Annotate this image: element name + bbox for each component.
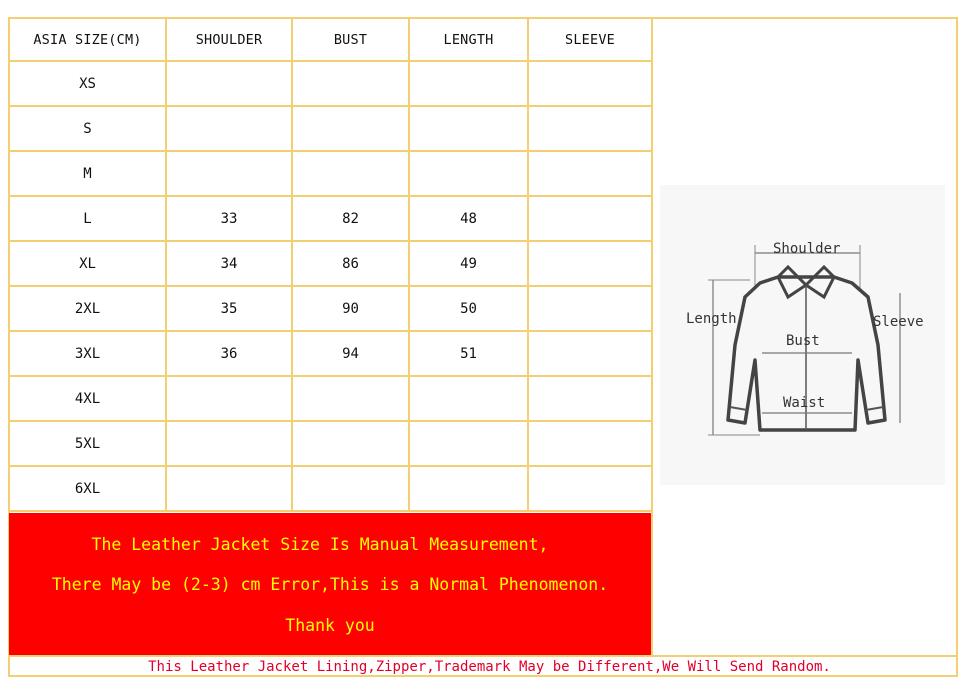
cell-length	[409, 376, 528, 421]
cell-length	[409, 466, 528, 511]
cell-sleeve	[528, 466, 652, 511]
cell-length: 49	[409, 241, 528, 286]
cell-sleeve	[528, 421, 652, 466]
table-row	[9, 421, 652, 466]
cell-size: M	[9, 151, 166, 196]
cell-length	[409, 106, 528, 151]
cell-size: XS	[9, 61, 166, 106]
cell-bust	[292, 151, 409, 196]
table-row	[9, 286, 652, 331]
cell-shoulder	[166, 421, 292, 466]
shoulder-label: Shoulder	[773, 241, 841, 257]
bust-label: Bust	[786, 333, 820, 349]
jacket-measurement-diagram	[660, 185, 945, 485]
sleeve-label: Sleeve	[873, 314, 924, 330]
cell-sleeve	[528, 106, 652, 151]
size-table	[8, 17, 653, 512]
cell-bust	[292, 61, 409, 106]
notice-line-1: The Leather Jacket Size Is Manual Measurement,	[91, 535, 549, 554]
notice-line-2: There May be (2-3) cm Error,This is a Normal Phenomenon.	[51, 575, 609, 594]
table-row	[9, 106, 652, 151]
notice-line-3: Thank you	[285, 616, 375, 635]
length-label: Length	[686, 311, 737, 327]
header-length: LENGTH	[409, 18, 528, 61]
cell-bust: 86	[292, 241, 409, 286]
cell-bust	[292, 106, 409, 151]
cell-size: XL	[9, 241, 166, 286]
waist-label: Waist	[783, 395, 826, 411]
table-row	[9, 241, 652, 286]
cell-length	[409, 151, 528, 196]
cell-shoulder: 34	[166, 241, 292, 286]
cell-length: 50	[409, 286, 528, 331]
table-row	[9, 151, 652, 196]
cell-shoulder: 36	[166, 331, 292, 376]
cell-sleeve	[528, 151, 652, 196]
cell-size: 6XL	[9, 466, 166, 511]
cell-sleeve	[528, 61, 652, 106]
cell-size: 2XL	[9, 286, 166, 331]
cell-size: S	[9, 106, 166, 151]
table-row	[9, 331, 652, 376]
header-sleeve: SLEEVE	[528, 18, 652, 61]
cell-size: 4XL	[9, 376, 166, 421]
size-table-header-row	[9, 18, 652, 61]
cell-bust: 90	[292, 286, 409, 331]
cell-bust: 82	[292, 196, 409, 241]
cell-bust	[292, 376, 409, 421]
cell-length: 48	[409, 196, 528, 241]
header-shoulder: SHOULDER	[166, 18, 292, 61]
header-size: ASIA SIZE(CM)	[9, 18, 166, 61]
table-row	[9, 466, 652, 511]
footer-band	[8, 655, 958, 677]
cell-size: 3XL	[9, 331, 166, 376]
jacket-outline-illustration	[660, 185, 945, 485]
cell-sleeve	[528, 286, 652, 331]
cell-length	[409, 421, 528, 466]
cell-sleeve	[528, 376, 652, 421]
cell-sleeve	[528, 331, 652, 376]
table-row	[9, 61, 652, 106]
cell-sleeve	[528, 196, 652, 241]
cell-shoulder	[166, 61, 292, 106]
cell-shoulder: 33	[166, 196, 292, 241]
cell-bust	[292, 421, 409, 466]
cell-shoulder	[166, 376, 292, 421]
cell-length: 51	[409, 331, 528, 376]
table-row	[9, 196, 652, 241]
cell-bust	[292, 466, 409, 511]
measurement-notice	[9, 513, 651, 655]
cell-shoulder: 35	[166, 286, 292, 331]
cell-size: L	[9, 196, 166, 241]
footer-note: This Leather Jacket Lining,Zipper,Trademark May be Different,We Will Send Random.	[148, 659, 831, 675]
cell-sleeve	[528, 241, 652, 286]
cell-bust: 94	[292, 331, 409, 376]
cell-shoulder	[166, 106, 292, 151]
table-row	[9, 376, 652, 421]
cell-size: 5XL	[9, 421, 166, 466]
cell-shoulder	[166, 466, 292, 511]
header-bust: BUST	[292, 18, 409, 61]
cell-shoulder	[166, 151, 292, 196]
cell-length	[409, 61, 528, 106]
